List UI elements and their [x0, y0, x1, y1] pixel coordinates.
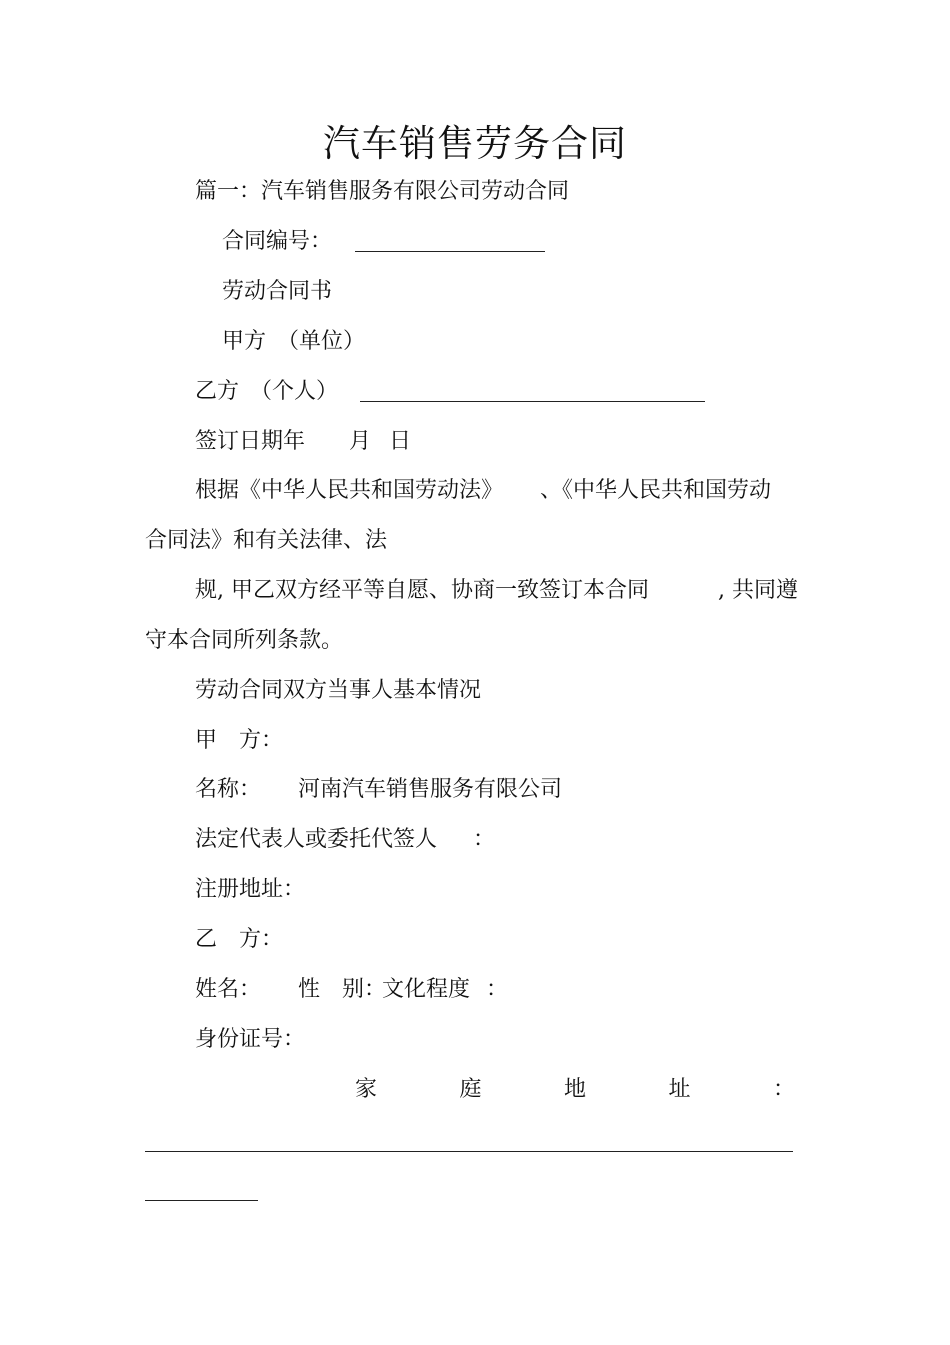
party-a-unit-line: 甲方 （单位） [222, 329, 366, 354]
home-address-blank-line-1 [145, 1151, 793, 1152]
home-address-char: 址 [668, 1077, 691, 1102]
parties-info-heading: 劳动合同双方当事人基本情况 [195, 678, 482, 703]
id-number-label: 身份证号： [195, 1027, 306, 1052]
sign-date-month: 月 [349, 429, 372, 454]
registered-address-label: 注册地址： [195, 877, 306, 902]
sign-date-line [195, 427, 411, 457]
contract-number-label: 合同编号： [222, 229, 333, 254]
contract-book-heading: 劳动合同书 [222, 279, 333, 304]
party-b-person-line: 乙方 （个人） [195, 379, 339, 404]
company-name-label: 名称： [195, 777, 262, 802]
gender-label: 性 别： [298, 977, 387, 1002]
rules-line-1b: , 共同遵 [718, 578, 798, 603]
party-b-blank [360, 401, 705, 402]
rules-line-1a: 规, 甲乙双方经平等自愿、协商一致签订本合同 [195, 578, 649, 603]
home-address-label [355, 1075, 795, 1105]
basis-line-2: 合同法》和有关法律、法 [145, 528, 388, 553]
home-address-char: 家 [355, 1077, 378, 1102]
sign-date-label: 签订日期年 [195, 429, 306, 454]
company-name-value: 河南汽车销售服务有限公司 [298, 777, 563, 802]
legal-representative-colon: ： [473, 827, 496, 852]
education-colon: ： [486, 977, 509, 1002]
section-heading: 篇一：汽车销售服务有限公司劳动合同 [195, 179, 570, 204]
basis-line-1b: 、《中华人民共和国劳动 [540, 478, 772, 503]
sign-date-day: 日 [389, 429, 412, 454]
rules-line-2: 守本合同所列条款。 [145, 628, 344, 653]
basis-line-1a: 根据《中华人民共和国劳动法》 [195, 478, 504, 503]
legal-representative-label: 法定代表人或委托代签人 [195, 827, 438, 852]
contract-number-blank [355, 251, 545, 252]
education-label: 文化程度 [382, 977, 471, 1002]
home-address-char: 庭 [459, 1077, 482, 1102]
home-address-char: 地 [563, 1077, 586, 1102]
party-b-label: 乙 方： [195, 927, 284, 952]
person-name-label: 姓名： [195, 977, 262, 1002]
party-a-label: 甲 方： [195, 728, 284, 753]
document-title: 汽车销售劳务合同 [323, 122, 627, 165]
home-address-char: ： [772, 1077, 795, 1102]
home-address-blank-line-2 [145, 1200, 258, 1201]
